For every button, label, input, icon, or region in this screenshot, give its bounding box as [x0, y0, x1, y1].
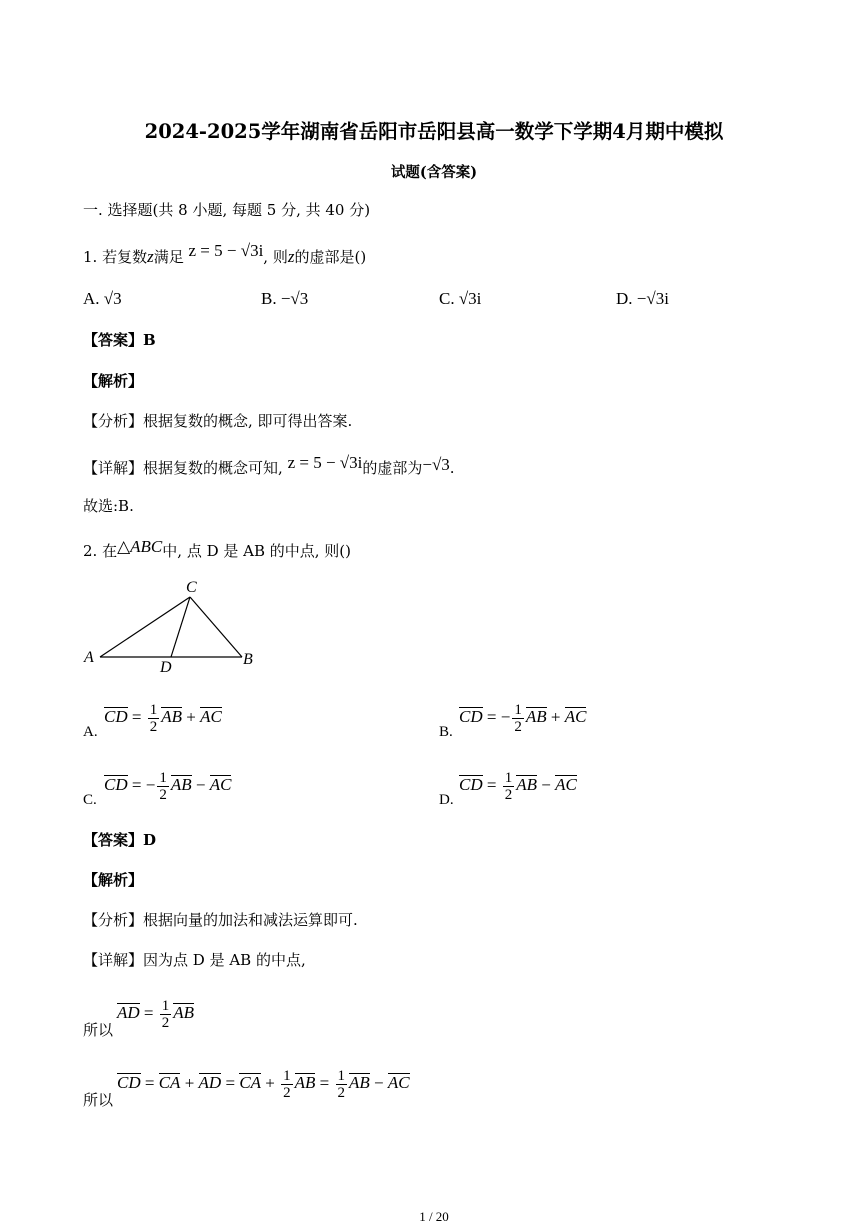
q1-equation: z = 5 − √3i: [188, 241, 264, 260]
q1-analysis: 【解析】: [83, 372, 144, 390]
q1-option-a: A. √3: [83, 289, 122, 308]
q1-option-d: D. −√3i: [616, 289, 669, 308]
q2-option-d-formula: CD = $\frac{1}{2}$ AB − AC: [459, 770, 577, 803]
q1-choice: 故选:B.: [83, 497, 134, 515]
vertex-label-c: C: [186, 579, 197, 596]
q1-answer: 【答案】B: [83, 331, 156, 349]
q2-so-1: 所以: [83, 1021, 114, 1039]
q2-option-b: B.: [439, 724, 453, 740]
vertex-label-a: A: [84, 649, 94, 666]
triangle-figure: [80, 574, 270, 678]
section-heading: 一. 选择题(共 8 小题, 每题 5 分, 共 40 分): [83, 201, 371, 219]
question-2: 2. 在△ABC中, 点 D 是 AB 的中点, 则(): [83, 537, 352, 560]
q2-analysis: 【解析】: [83, 871, 144, 889]
q1-option-c: C. √3i: [439, 289, 482, 308]
q2-answer: 【答案】D: [83, 831, 157, 849]
q2-option-a-formula: CD = $\frac{1}{2}$ AB + AC: [104, 702, 222, 735]
q2-step1-formula: AD = $\frac{1}{2}$ AB: [117, 998, 195, 1031]
q1-option-b: B. −√3: [261, 289, 309, 308]
q2-option-b-formula: CD = − $\frac{1}{2}$ AB + AC: [459, 702, 587, 735]
q1-fenxi: 【分析】根据复数的概念, 即可得出答案.: [83, 412, 353, 430]
doc-subtitle: 试题(含答案): [390, 164, 478, 181]
q2-fenxi: 【分析】根据向量的加法和减法运算即可.: [83, 911, 358, 929]
question-1: 1. 若复数z满足 z = 5 − √3i, 则z的虚部是(): [83, 241, 367, 266]
q1-detail: 【详解】根据复数的概念可知, z = 5 − √3i的虚部为−√3.: [83, 453, 455, 477]
q2-option-d: D.: [439, 792, 454, 808]
q2-option-c-formula: CD = − $\frac{1}{2}$ AB − AC: [104, 770, 232, 803]
q2-option-c: C.: [83, 792, 97, 808]
vertex-label-d: D: [160, 659, 172, 676]
q2-detail: 【详解】因为点 D 是 AB 的中点,: [83, 951, 306, 969]
q2-so-2: 所以: [83, 1091, 114, 1109]
q2-option-a: A.: [83, 724, 98, 740]
vertex-label-b: B: [243, 651, 253, 668]
q2-step2-formula: CD = CA + AD = CA + $\frac{1}{2}$ AB = $\frac{1}{2}$ AB − AC: [117, 1068, 410, 1101]
page-number: 1 / 20: [419, 1209, 449, 1224]
doc-title: 2024-2025学年湖南省岳阳市岳阳县高一数学下学期4月期中模拟: [144, 120, 724, 143]
